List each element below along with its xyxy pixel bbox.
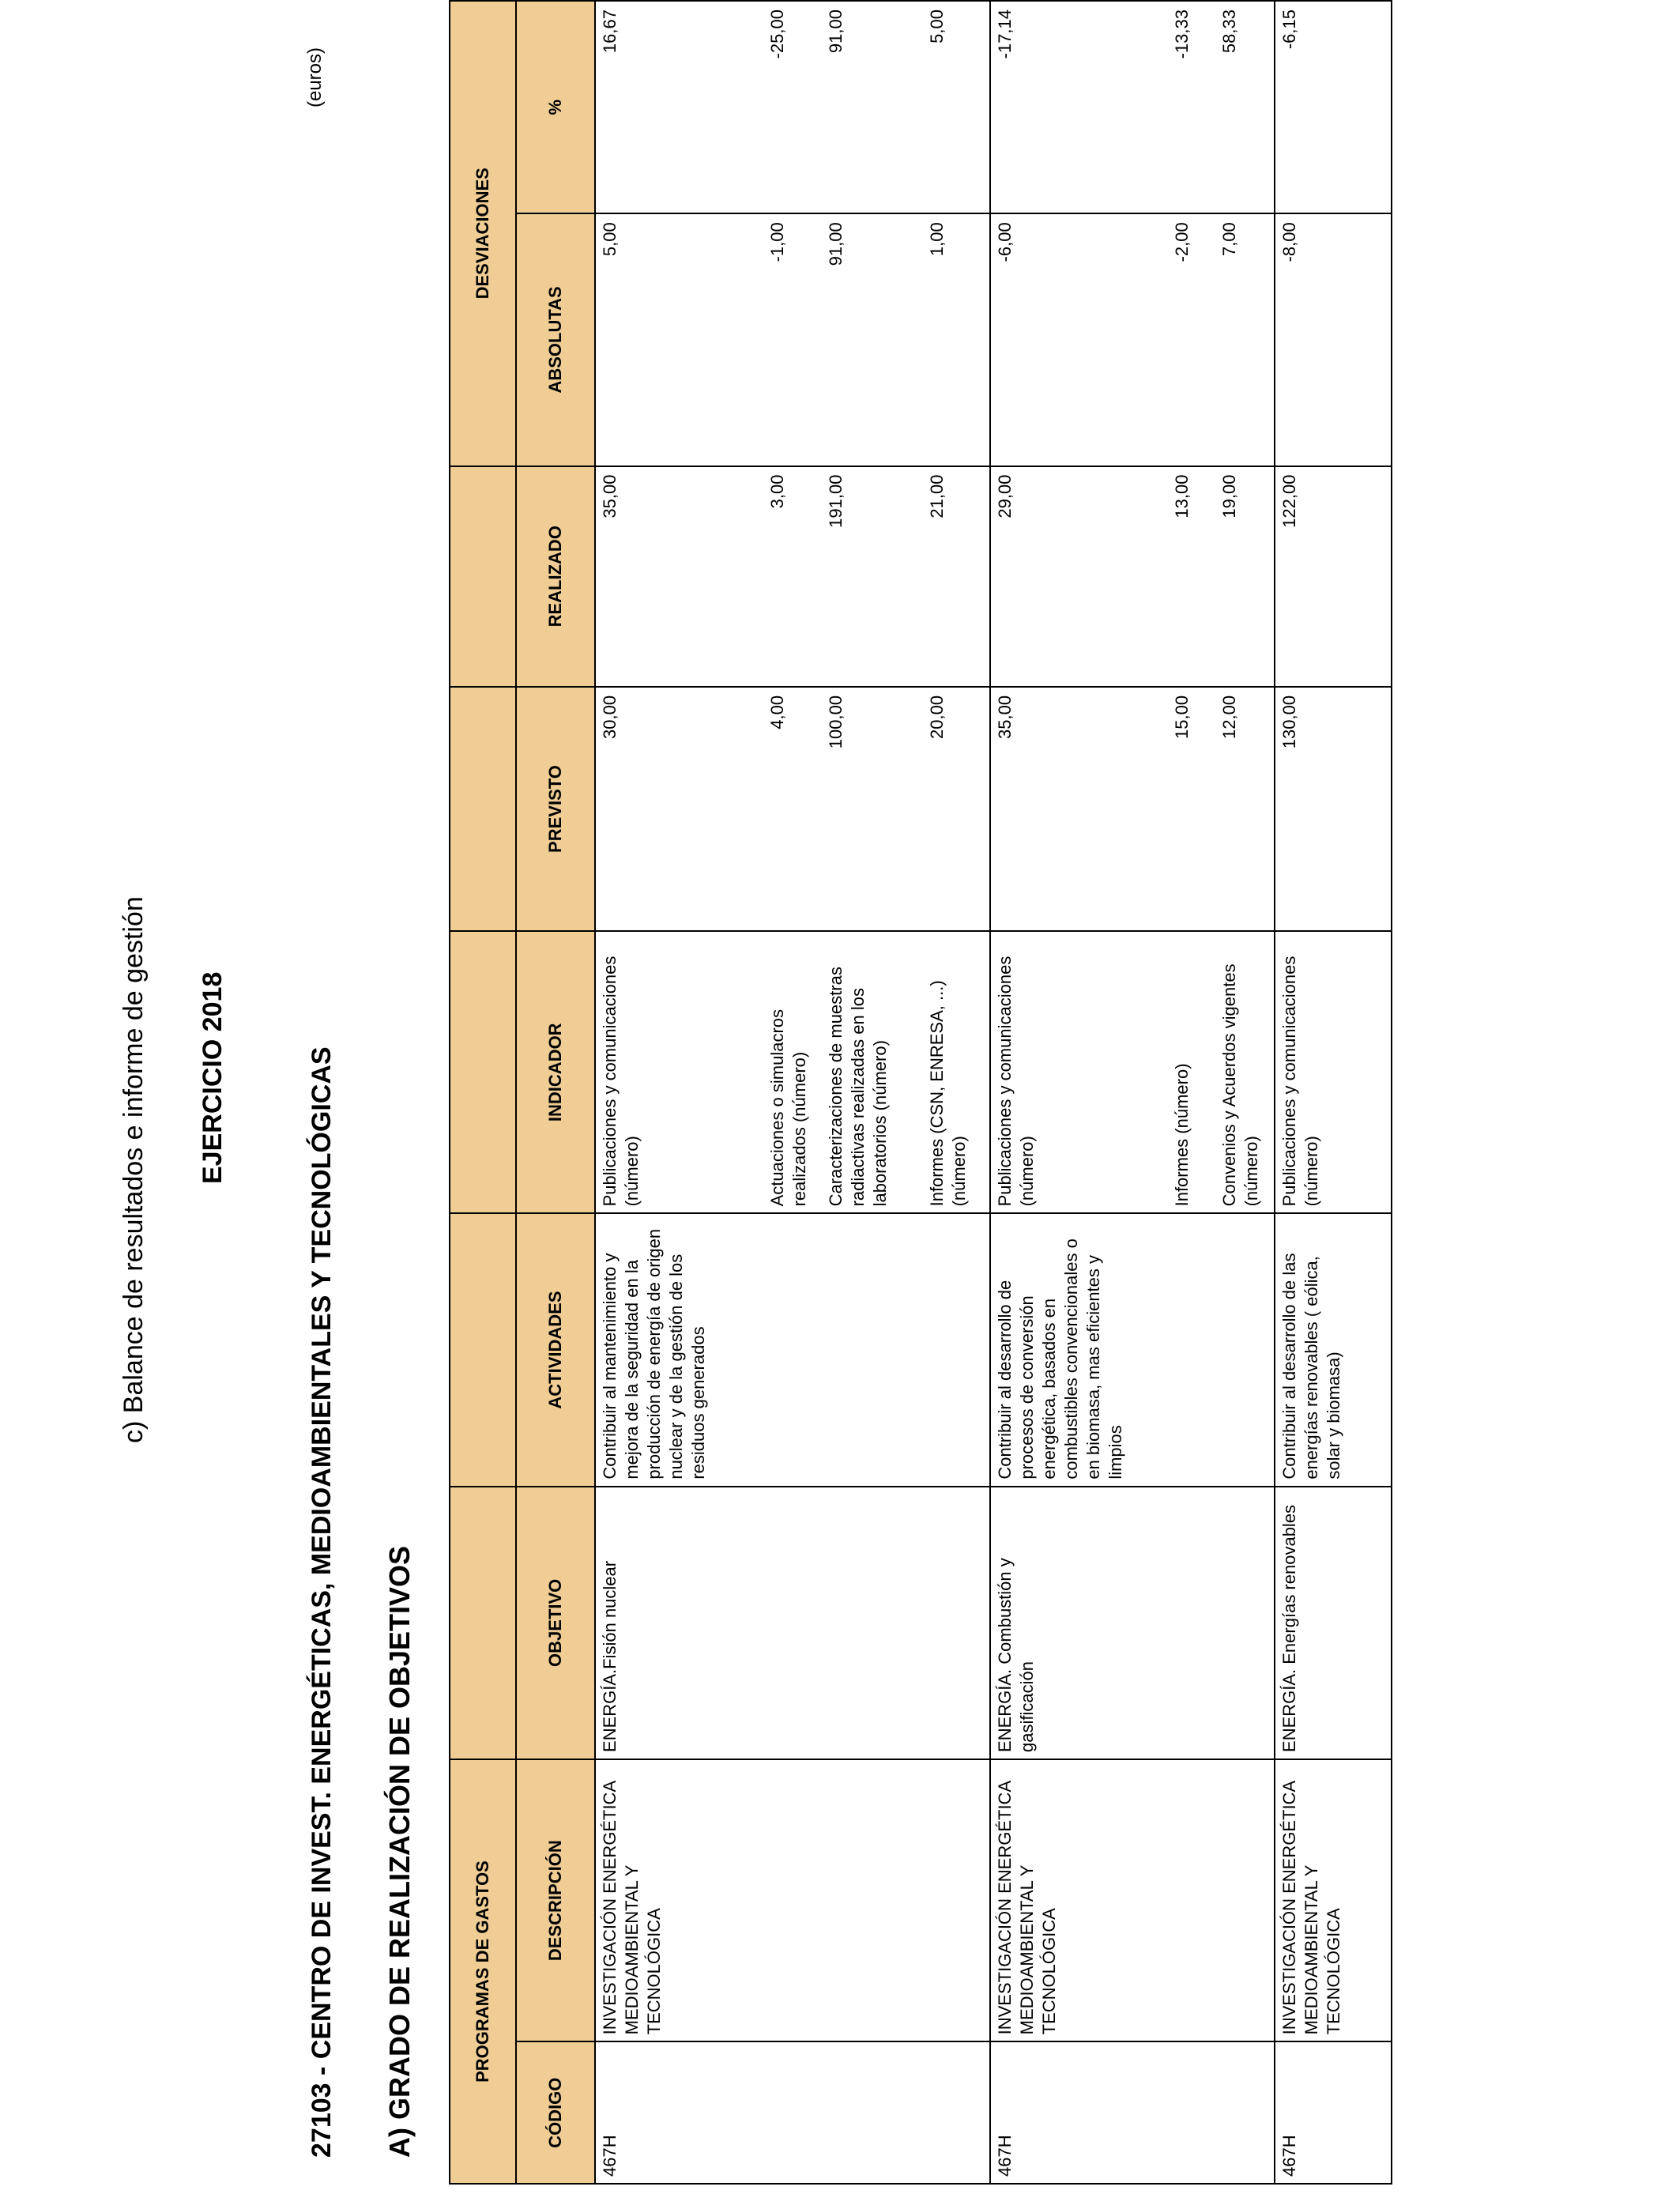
table-row [990,1,1275,2184]
actividades-cell: Contribuir al mantenimiento y mejora de la seguridad en la producción de energía de origen nuclear y de la gestión de los residuos generados [595,1213,990,1486]
indicador-cell [990,931,1275,1213]
realizado-value: 3,00 [767,474,787,509]
percent-value: -17,14 [995,9,1015,59]
percent-value: 5,00 [927,9,947,43]
previsto-header: PREVISTO [516,687,595,931]
codigo-cell: 467H [990,2041,1275,2184]
desviaciones-group-header: DESVIACIONES [450,1,516,466]
realizado-cell [990,466,1275,687]
absolutas-cell [595,213,990,466]
indicador-item: Publicaciones y comunicaciones (número) [995,956,1037,1207]
indicador-item: Actuaciones o simulacros realizados (número) [767,1008,809,1207]
actividades-cell: Contribuir al desarrollo de las energías renovables ( eólica, solar y biomasa) [1275,1213,1392,1486]
previsto-cell: 130,00 [1275,687,1392,931]
percent-value: 58,33 [1219,9,1239,54]
codigo-header: CÓDIGO [516,2041,595,2184]
percent-header: % [516,1,595,213]
objectives-table [449,0,1392,2185]
empty-group-header [450,466,516,687]
absolutas-cell: -8,00 [1275,213,1392,466]
objetivo-cell: ENERGÍA.Fisión nuclear [595,1487,990,1759]
document-title: c) Balance de resultados e informe de gestión [119,896,149,1443]
objetivo-cell: ENERGÍA. Combustión y gasificación [990,1487,1275,1759]
realizado-value: 13,00 [1172,474,1192,518]
fiscal-year-title: EJERCICIO 2018 [198,971,228,1184]
indicador-cell: Publicaciones y comunicaciones (número) [1275,931,1392,1213]
percent-value: 91,00 [826,9,846,54]
realizado-cell: 122,00 [1275,466,1392,687]
column-header-row [516,1,595,2184]
percent-cell [595,1,990,213]
objetivo-header: OBJETIVO [516,1487,595,1759]
descripcion-cell: INVESTIGACIÓN ENERGÉTICA MEDIOAMBIENTAL Y TECNOLÓGICA [990,1759,1275,2041]
previsto-value: 35,00 [995,695,1015,739]
realizado-value: 35,00 [600,474,620,518]
table-row [1275,1,1392,2184]
empty-group-header [450,931,516,1213]
previsto-value: 20,00 [927,695,947,739]
absolutas-cell [990,213,1275,466]
absolutas-value: -6,00 [995,222,1015,262]
indicador-item: Informes (CSN, ENRESA, ...) (número) [927,980,969,1207]
realizado-value: 191,00 [826,474,846,528]
absolutas-value: 7,00 [1219,222,1239,257]
absolutas-header: ABSOLUTAS [516,213,595,466]
group-header-row [450,1,516,2184]
codigo-cell: 467H [595,2041,990,2184]
descripcion-cell: INVESTIGACIÓN ENERGÉTICA MEDIOAMBIENTAL Y TECNOLÓGICA [595,1759,990,2041]
percent-value: -25,00 [767,9,787,59]
codigo-cell: 467H [1275,2041,1392,2184]
empty-group-header [450,687,516,931]
previsto-cell [595,687,990,931]
descripcion-header: DESCRIPCIÓN [516,1759,595,2041]
previsto-value: 100,00 [826,695,846,749]
absolutas-value: 5,00 [600,222,620,257]
indicador-item: Informes (número) [1172,1063,1192,1207]
indicador-item: Publicaciones y comunicaciones (número) [600,956,642,1207]
realizado-cell [595,466,990,687]
indicador-cell [595,931,990,1213]
percent-cell: -6,15 [1275,1,1392,213]
section-title: A) GRADO DE REALIZACIÓN DE OBJETIVOS [383,1545,416,2158]
empty-group-header [450,1487,516,1759]
realizado-value: 19,00 [1219,474,1239,518]
previsto-value: 30,00 [600,695,620,739]
descripcion-cell: INVESTIGACIÓN ENERGÉTICA MEDIOAMBIENTAL Y TECNOLÓGICA [1275,1759,1392,2041]
previsto-value: 12,00 [1219,695,1239,739]
indicador-header: INDICADOR [516,931,595,1213]
objetivo-cell: ENERGÍA. Energías renovables [1275,1487,1392,1759]
empty-group-header [450,1213,516,1486]
previsto-value: 4,00 [767,695,787,729]
previsto-cell [990,687,1275,931]
indicador-item: Caracterizaciones de muestras radiactivas realizadas en los laboratorios (número) [826,967,890,1207]
absolutas-value: 91,00 [826,222,846,266]
actividades-cell: Contribuir al desarrollo de procesos de conversión energética, basados en combustibles convencionales o en biomasa, mas eficientes y limpios [990,1213,1275,1486]
realizado-value: 21,00 [927,474,947,518]
percent-value: -13,33 [1172,9,1192,59]
realizado-header: REALIZADO [516,466,595,687]
absolutas-value: 1,00 [927,222,947,257]
percent-cell [990,1,1275,213]
center-title: 27103 - CENTRO DE INVEST. ENERGÉTICAS, MEDIOAMBIENTALES Y TECNOLÓGICAS [307,1046,337,2158]
actividades-header: ACTIVIDADES [516,1213,595,1486]
absolutas-value: -2,00 [1172,222,1192,262]
realizado-value: 29,00 [995,474,1015,518]
currency-unit: (euros) [304,47,326,107]
programas-group-header: PROGRAMAS DE GASTOS [450,1759,516,2184]
percent-value: 16,67 [600,9,620,54]
indicador-item: Convenios y Acuerdos vigentes (número) [1219,963,1261,1207]
absolutas-value: -1,00 [767,222,787,262]
previsto-value: 15,00 [1172,695,1192,739]
table-row [595,1,990,2184]
